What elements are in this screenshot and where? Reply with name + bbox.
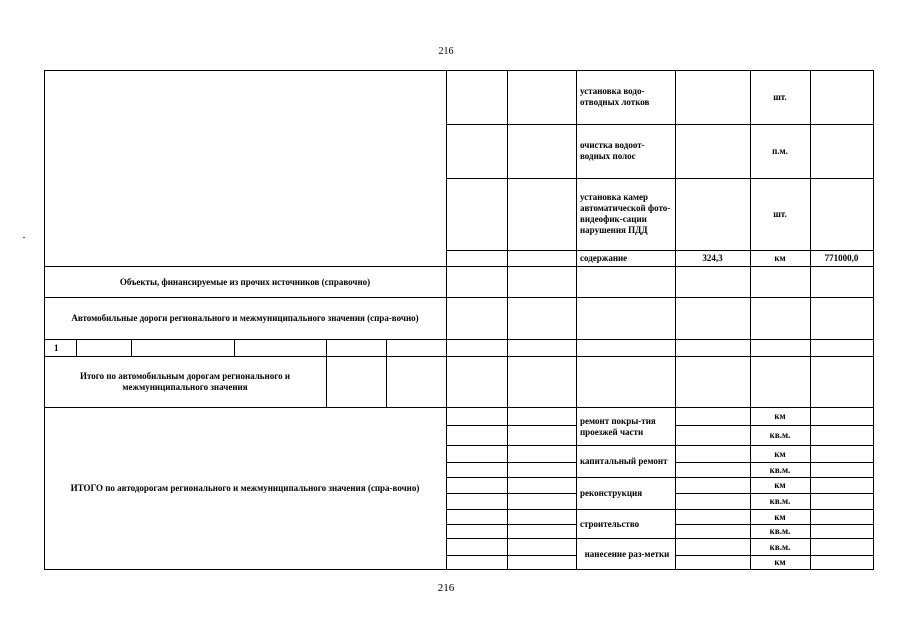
unit-cell: кв.м. [769, 496, 791, 506]
work-type-cell: нанесение раз-метки [584, 548, 670, 559]
work-type-cell: ремонт покры-тия проезжей части [580, 415, 656, 437]
col-divider [234, 339, 235, 356]
row-number: 1 [54, 342, 59, 353]
table-border-left [44, 70, 45, 570]
unit-cell: шт. [773, 91, 787, 102]
col-divider [507, 70, 508, 570]
unit-cell: кв.м. [769, 526, 791, 536]
row-divider [446, 425, 576, 426]
row-divider [446, 445, 576, 446]
unit-cell: км [774, 448, 786, 459]
col-divider [810, 70, 811, 570]
col-divider [131, 339, 132, 356]
unit-cell: кв.м. [769, 541, 791, 552]
work-type-cell: установка водо-отводных лотков [580, 86, 650, 107]
col-divider [446, 70, 447, 570]
row-divider [446, 462, 576, 463]
row-divider [446, 538, 576, 539]
unit-cell: км [774, 253, 786, 263]
unit-cell: кв.м. [769, 464, 791, 475]
unit-cell: п.м. [772, 145, 788, 156]
amount-cell: 771000,0 [824, 253, 859, 263]
unit-cell: км [774, 511, 786, 522]
work-type-cell: капитальный ремонт [580, 456, 668, 466]
row-divider [446, 493, 576, 494]
scan-speck [23, 237, 25, 238]
row-divider [446, 477, 576, 478]
row-divider [446, 524, 576, 525]
work-type-cell: реконструкция [580, 488, 643, 498]
page-number-bottom: 216 [437, 582, 455, 594]
subtotal-label: Итого по автомобильным дорогам регионального и межмуниципального значения [79, 371, 291, 392]
section-heading-regional-roads: Автомобильные дороги регионального и межмуниципального значения (спра-вочно) [71, 313, 419, 323]
unit-cell: км [774, 557, 786, 567]
row-divider [446, 555, 576, 556]
unit-cell: шт. [773, 208, 787, 219]
col-divider [576, 70, 577, 570]
unit-cell: км [774, 480, 786, 490]
work-type-cell: содержание [580, 253, 628, 263]
section-heading-other-sources: Объекты, финансируемые из прочих источников (справочно) [119, 276, 371, 287]
col-divider [326, 339, 327, 407]
unit-cell: км [774, 411, 786, 421]
unit-cell: кв.м. [769, 430, 791, 440]
col-divider [675, 70, 676, 570]
work-type-cell: установка камер автоматической фото- видеофик-сации нарушения ПДД [580, 192, 671, 235]
work-type-cell: очистка водоот-водных полос [580, 140, 645, 161]
col-divider [76, 339, 77, 356]
total-label: ИТОГО по автодорогам регионального и межмуниципального значения (спра-вочно) [70, 483, 420, 493]
col-divider [386, 339, 387, 407]
row-divider [446, 509, 576, 510]
road-works-table [44, 70, 874, 570]
work-type-cell: строительство [580, 518, 640, 529]
table-border-right [873, 70, 874, 570]
length-cell: 324,3 [702, 253, 723, 263]
page-number-top: 216 [438, 46, 454, 57]
